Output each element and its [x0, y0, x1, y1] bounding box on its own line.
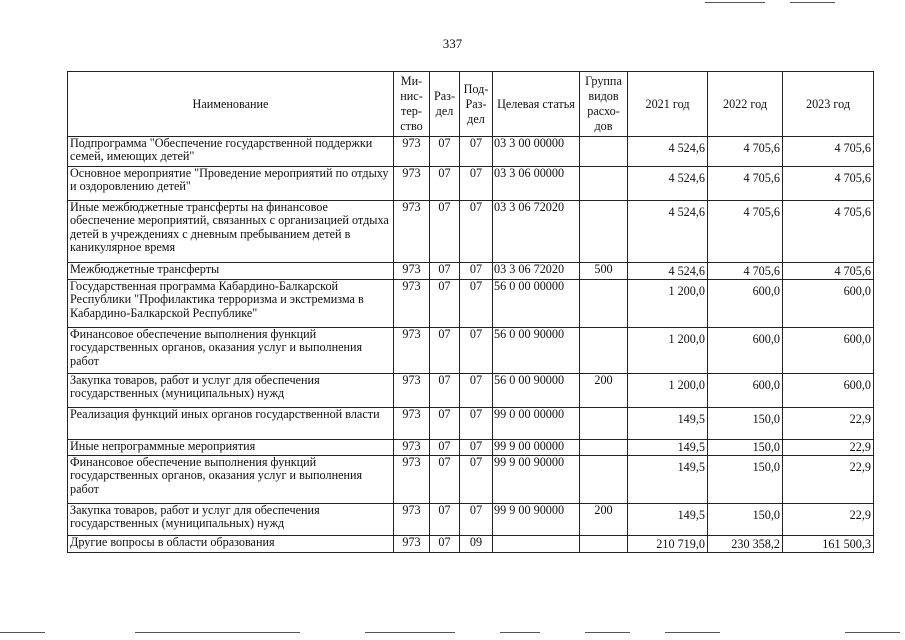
row-name: Закупка товаров, работ и услуг для обеспечения государственных (муниципальных) нужд	[68, 374, 394, 408]
row-subsection: 07	[460, 328, 493, 374]
scan-artifact-line	[705, 2, 765, 3]
row-ministry: 973	[394, 137, 430, 167]
row-name: Финансовое обеспечение выполнения функций государственных органов, оказания услуг и выполнения работ	[68, 328, 394, 374]
row-2021: 149,5	[628, 456, 708, 504]
row-2023: 4 705,6	[783, 201, 874, 263]
row-target: 03 3 06 72020	[493, 201, 580, 263]
row-2023: 22,9	[783, 440, 874, 456]
row-ministry: 973	[394, 167, 430, 201]
row-name: Финансовое обеспечение выполнения функций государственных органов, оказания услуг и выполнения работ	[68, 456, 394, 504]
row-2021: 1 200,0	[628, 374, 708, 408]
scan-artifact-line	[365, 632, 455, 633]
row-2021: 1 200,0	[628, 328, 708, 374]
row-section: 07	[430, 167, 460, 201]
row-2022: 150,0	[708, 440, 783, 456]
row-target: 03 3 06 72020	[493, 263, 580, 280]
header-2021: 2021 год	[628, 72, 708, 137]
row-2021: 1 200,0	[628, 280, 708, 328]
row-name: Подпрограмма "Обеспечение государственной поддержки семей, имеющих детей"	[68, 137, 394, 167]
table-row	[68, 536, 874, 553]
table-row	[68, 440, 874, 456]
scan-artifact-line	[845, 632, 900, 633]
row-2021: 149,5	[628, 504, 708, 536]
row-target: 99 9 00 00000	[493, 440, 580, 456]
row-2023: 22,9	[783, 408, 874, 440]
row-ministry: 973	[394, 328, 430, 374]
row-subsection: 07	[460, 263, 493, 280]
row-name: Иные непрограммные мероприятия	[68, 440, 394, 456]
table-row	[68, 280, 874, 328]
row-2021: 149,5	[628, 440, 708, 456]
row-2022: 230 358,2	[708, 536, 783, 553]
row-section: 07	[430, 263, 460, 280]
row-group	[580, 137, 628, 167]
table-row	[68, 504, 874, 536]
row-2022: 600,0	[708, 374, 783, 408]
table-row	[68, 374, 874, 408]
row-group	[580, 280, 628, 328]
row-2023: 4 705,6	[783, 167, 874, 201]
row-subsection: 09	[460, 536, 493, 553]
row-subsection: 07	[460, 456, 493, 504]
row-2022: 600,0	[708, 280, 783, 328]
row-2021: 4 524,6	[628, 201, 708, 263]
row-2021: 4 524,6	[628, 167, 708, 201]
row-target: 99 9 00 90000	[493, 504, 580, 536]
row-group	[580, 408, 628, 440]
row-2023: 4 705,6	[783, 137, 874, 167]
row-group: 500	[580, 263, 628, 280]
row-2021: 149,5	[628, 408, 708, 440]
row-2023: 161 500,3	[783, 536, 874, 553]
row-name: Государственная программа Кабардино-Балкарской Республики "Профилактика терроризма и экстремизма в Кабардино-Балкарской Республике"	[68, 280, 394, 328]
row-2023: 600,0	[783, 374, 874, 408]
row-target: 56 0 00 00000	[493, 280, 580, 328]
row-2022: 4 705,6	[708, 167, 783, 201]
row-ministry: 973	[394, 263, 430, 280]
row-group	[580, 167, 628, 201]
header-subsection: Под-Раз-дел	[460, 72, 493, 137]
row-name: Реализация функций иных органов государственной власти	[68, 408, 394, 440]
row-section: 07	[430, 536, 460, 553]
row-2021: 4 524,6	[628, 263, 708, 280]
header-target: Целевая статья	[493, 72, 580, 137]
scan-artifact-line	[500, 632, 540, 633]
row-ministry: 973	[394, 504, 430, 536]
row-group	[580, 536, 628, 553]
row-group: 200	[580, 374, 628, 408]
row-subsection: 07	[460, 408, 493, 440]
row-group	[580, 456, 628, 504]
table-row	[68, 456, 874, 504]
row-name: Иные межбюджетные трансферты на финансовое обеспечение мероприятий, связанных с организацией отдыха детей в учреждениях с дневным пребыванием детей в каникулярное время	[68, 201, 394, 263]
scan-artifact-line	[585, 632, 630, 633]
row-subsection: 07	[460, 504, 493, 536]
header-2022: 2022 год	[708, 72, 783, 137]
row-2022: 150,0	[708, 504, 783, 536]
row-subsection: 07	[460, 440, 493, 456]
row-2022: 4 705,6	[708, 263, 783, 280]
scan-artifact-line	[0, 632, 45, 633]
row-ministry: 973	[394, 280, 430, 328]
row-name: Межбюджетные трансферты	[68, 263, 394, 280]
row-section: 07	[430, 440, 460, 456]
table-row	[68, 328, 874, 374]
row-2022: 150,0	[708, 456, 783, 504]
row-2023: 600,0	[783, 328, 874, 374]
row-2022: 4 705,6	[708, 137, 783, 167]
row-name: Другие вопросы в области образования	[68, 536, 394, 553]
row-group	[580, 328, 628, 374]
row-2021: 4 524,6	[628, 137, 708, 167]
row-target	[493, 536, 580, 553]
row-section: 07	[430, 137, 460, 167]
scan-artifact-line	[135, 632, 300, 633]
scan-artifact-line	[790, 2, 835, 3]
row-subsection: 07	[460, 201, 493, 263]
row-section: 07	[430, 280, 460, 328]
row-target: 03 3 00 00000	[493, 137, 580, 167]
row-name: Закупка товаров, работ и услуг для обеспечения государственных (муниципальных) нужд	[68, 504, 394, 536]
row-group	[580, 440, 628, 456]
row-subsection: 07	[460, 167, 493, 201]
row-ministry: 973	[394, 536, 430, 553]
row-section: 07	[430, 456, 460, 504]
row-target: 99 9 00 90000	[493, 456, 580, 504]
header-2023: 2023 год	[783, 72, 874, 137]
table-row	[68, 137, 874, 167]
header-name: Наименование	[68, 72, 394, 137]
row-2021: 210 719,0	[628, 536, 708, 553]
row-subsection: 07	[460, 137, 493, 167]
row-2022: 4 705,6	[708, 201, 783, 263]
row-ministry: 973	[394, 408, 430, 440]
row-ministry: 973	[394, 374, 430, 408]
row-section: 07	[430, 408, 460, 440]
header-section: Раз-дел	[430, 72, 460, 137]
scan-artifact-line	[665, 632, 720, 633]
row-section: 07	[430, 504, 460, 536]
row-2022: 150,0	[708, 408, 783, 440]
row-subsection: 07	[460, 280, 493, 328]
row-name: Основное мероприятие "Проведение мероприятий по отдыху и оздоровлению детей"	[68, 167, 394, 201]
row-section: 07	[430, 374, 460, 408]
table-row	[68, 167, 874, 201]
row-target: 03 3 06 00000	[493, 167, 580, 201]
row-ministry: 973	[394, 456, 430, 504]
row-2023: 22,9	[783, 504, 874, 536]
row-target: 56 0 00 90000	[493, 374, 580, 408]
page-number: 337	[442, 36, 463, 51]
row-group: 200	[580, 504, 628, 536]
row-ministry: 973	[394, 201, 430, 263]
row-subsection: 07	[460, 374, 493, 408]
row-group	[580, 201, 628, 263]
header-ministry: Ми-нис-тер-ство	[394, 72, 430, 137]
table-header-row	[68, 72, 874, 137]
row-2023: 600,0	[783, 280, 874, 328]
header-group: Группа видов расхо-дов	[580, 72, 628, 137]
table-row	[68, 201, 874, 263]
row-2023: 4 705,6	[783, 263, 874, 280]
row-2023: 22,9	[783, 456, 874, 504]
table-row	[68, 263, 874, 280]
row-2022: 600,0	[708, 328, 783, 374]
row-section: 07	[430, 201, 460, 263]
row-ministry: 973	[394, 440, 430, 456]
row-target: 56 0 00 90000	[493, 328, 580, 374]
table-row	[68, 408, 874, 440]
row-section: 07	[430, 328, 460, 374]
row-target: 99 0 00 00000	[493, 408, 580, 440]
budget-table	[67, 71, 874, 553]
